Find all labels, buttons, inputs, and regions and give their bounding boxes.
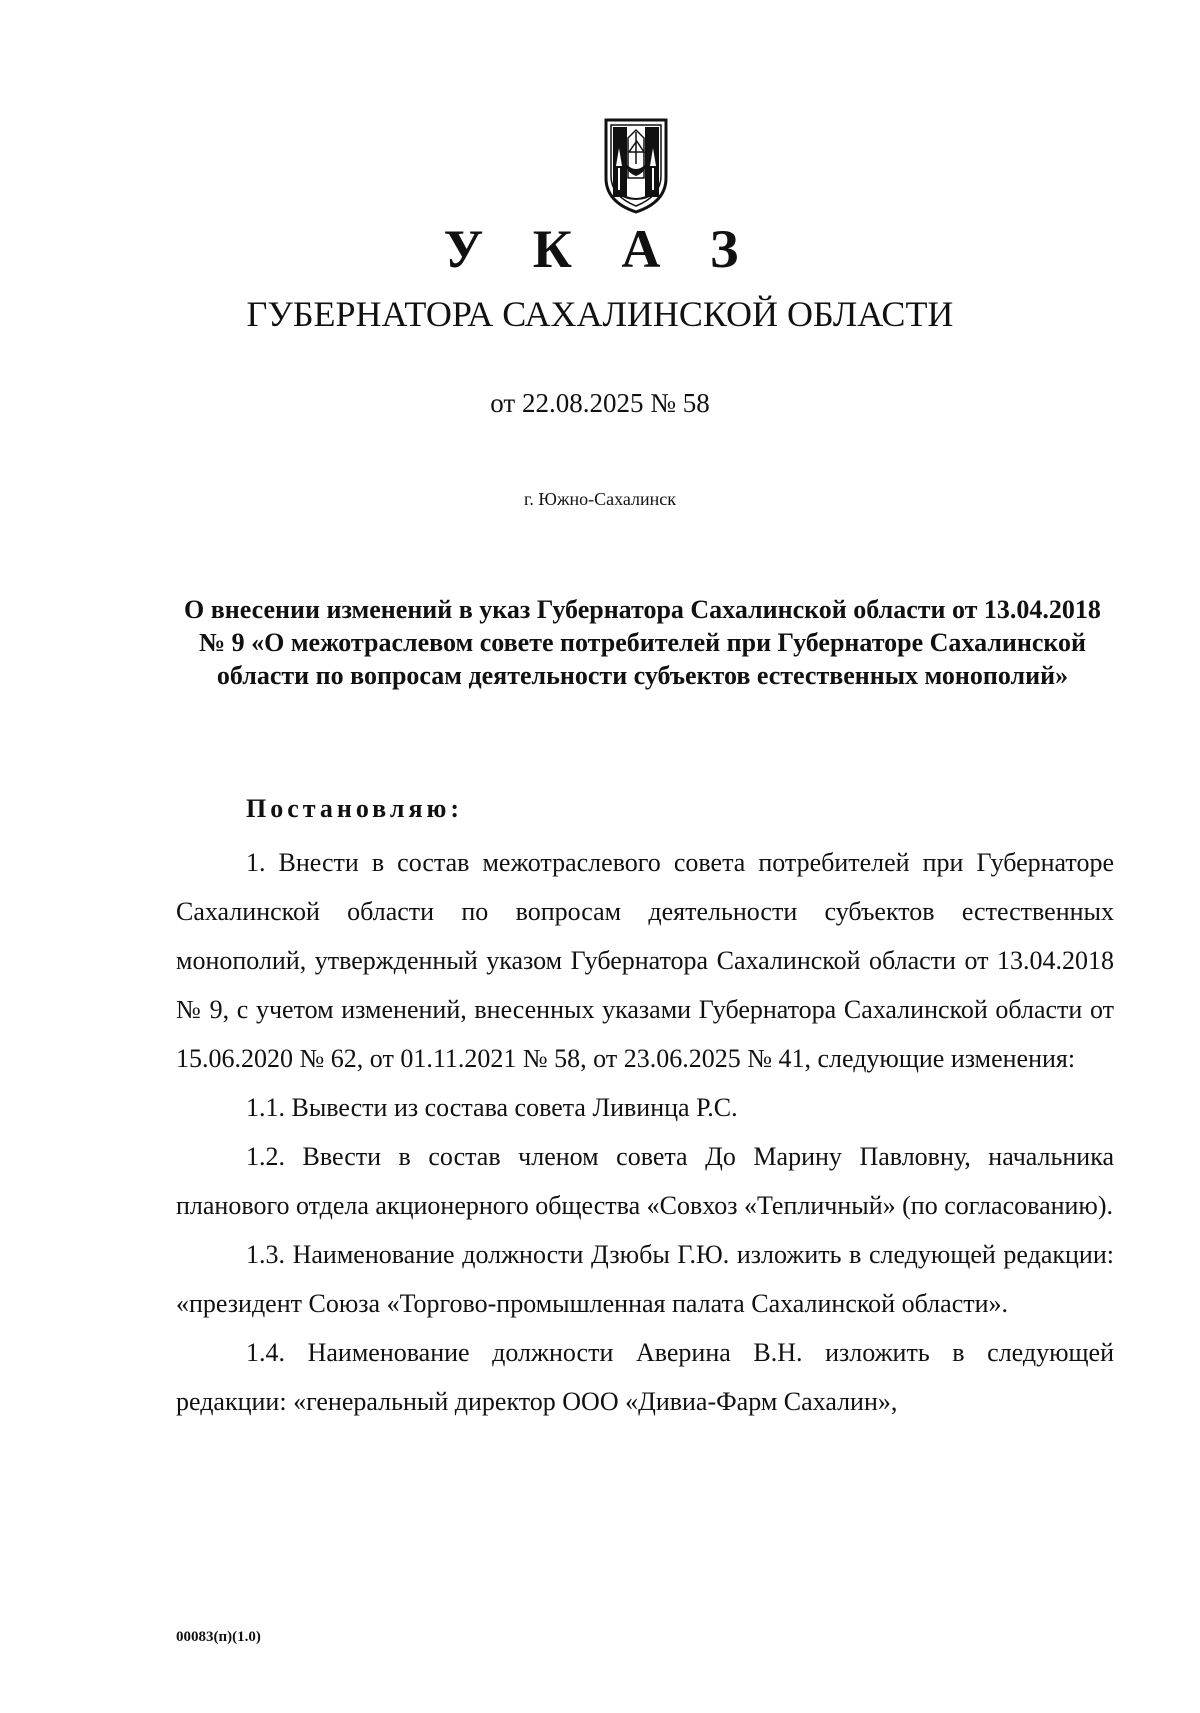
form-code: 00083(п)(1.0) (176, 1629, 261, 1645)
paragraph-1: 1. Внести в состав межотраслевого совета потребителей при Губернаторе Сахалинской области по вопросам деятельности субъектов естественных монополий, утвержденный указом Губернатора Сахалинской области от 13.04.2018 № 9, с учетом изменений, внесенных указами Губернатора Сахалинской области от 15.06.2020 № 62, от 01.11.2021 № 58, от 23.06.2025 № 41, следующие изменения: (176, 848, 1114, 1073)
decree-word: Постановляю: (246, 794, 464, 823)
document-body (176, 838, 1114, 1426)
paragraph-1-1: 1.1. Вывести из состава совета Ливинца Р.С. (246, 1093, 738, 1122)
document-type-title: У К А З (443, 219, 757, 279)
city-line: г. Южно-Сахалинск (523, 489, 677, 509)
paragraph-1-2: 1.2. Ввести в состав членом совета До Марину Павловну, начальника планового отдела акционерного общества «Совхоз «Тепличный» (по согласованию). (176, 1142, 1114, 1220)
paragraph-1-4: 1.4. Наименование должности Аверина В.Н. изложить в следующей редакции: «генеральный директор ООО «Дивиа-Фарм Сахалин», (176, 1338, 1114, 1416)
document-heading: О внесении изменений в указ Губернатора Сахалинской области от 13.04.2018 № 9 «О межотраслевом совете потребителей при Губернаторе Сахалинской области по вопросам деятельности субъектов естественных монополий» (184, 595, 1101, 690)
date-number-line: от 22.08.2025 № 58 (490, 388, 710, 418)
coat-of-arms-icon (602, 118, 670, 214)
paragraph-1-3: 1.3. Наименование должности Дзюбы Г.Ю. изложить в следующей редакции: «президент Союза «Торгово-промышленная палата Сахалинской области». (176, 1240, 1114, 1318)
issuer-subtitle: ГУБЕРНАТОРА САХАЛИНСКОЙ ОБЛАСТИ (246, 294, 954, 334)
